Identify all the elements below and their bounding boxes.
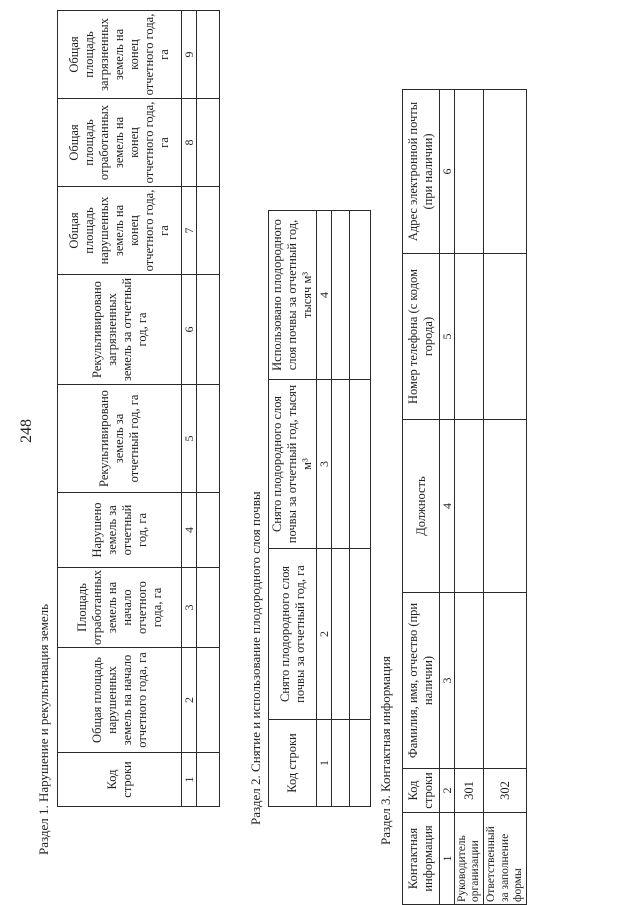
s3-num-4: 4 [440, 420, 455, 593]
s3-row-code: 302 [484, 769, 527, 813]
s1-num-6: 6 [182, 275, 197, 385]
section3-row-responsible [484, 90, 527, 905]
s2-cell[interactable] [350, 549, 371, 720]
s1-num-8: 8 [182, 99, 197, 187]
s2-header-code: Код строки [269, 720, 317, 807]
s1-cell[interactable] [197, 99, 220, 187]
s3-header-fio: Фамилия, имя, отчество (при наличии) [403, 593, 440, 769]
s3-row-code: 301 [455, 769, 484, 813]
s1-cell[interactable] [197, 753, 220, 807]
s2-num-4: 4 [317, 211, 332, 380]
s3-header-contact: Контактная информация [403, 813, 440, 905]
s1-header-col7: Общая площадь нарушенных земель на конец отчетного года, га [58, 187, 182, 275]
s1-header-col3: Площадь отработанных земель на начало отчетного года, га [58, 568, 182, 648]
section2-number-row [317, 211, 332, 807]
s3-cell[interactable] [455, 90, 484, 254]
section2-header-row [269, 211, 317, 807]
s3-cell[interactable] [455, 254, 484, 420]
s2-cell[interactable] [350, 211, 371, 380]
section1-title: Раздел 1. Нарушение и рекультивация земель [36, 603, 51, 855]
s1-num-4: 4 [182, 493, 197, 568]
s2-cell[interactable] [332, 211, 350, 380]
s3-cell[interactable] [455, 420, 484, 593]
s1-num-1: 1 [182, 753, 197, 807]
section2-data-row [350, 211, 371, 807]
section1-header-row [58, 11, 182, 807]
s1-cell[interactable] [197, 648, 220, 753]
s1-header-code: Код строки [58, 753, 182, 807]
s2-header-col2: Снято плодородного слоя почвы за отчетный год, га [269, 549, 317, 720]
s2-num-1: 1 [317, 720, 332, 807]
s1-cell[interactable] [197, 568, 220, 648]
s3-num-6: 6 [440, 90, 455, 254]
s1-header-col2: Общая площадь нарушенных земель на начало отчетного года, га [58, 648, 182, 753]
page-number: 248 [18, 419, 35, 443]
section3-title: Раздел 3. Контактная информация [378, 656, 393, 845]
s3-header-position: Должность [403, 420, 440, 593]
s1-header-col9: Общая площадь загрязненных земель на конец отчетного года, га [58, 11, 182, 99]
s2-cell[interactable] [350, 380, 371, 549]
s1-header-col4: Нарушено земель за отчетный год, га [58, 493, 182, 568]
s1-num-3: 3 [182, 568, 197, 648]
s1-header-col6: Рекультивировано загрязненных земель за отчетный год, га [58, 275, 182, 385]
section3-row-head [455, 90, 484, 905]
section1-number-row [182, 11, 197, 807]
s3-cell[interactable] [455, 593, 484, 769]
s3-num-1: 1 [440, 813, 455, 905]
s1-num-7: 7 [182, 187, 197, 275]
section3-header-row [403, 90, 440, 905]
s3-num-2: 2 [440, 769, 455, 813]
s3-num-3: 3 [440, 593, 455, 769]
section2-table [268, 210, 371, 807]
s1-cell[interactable] [197, 493, 220, 568]
s2-cell[interactable] [332, 380, 350, 549]
s3-cell[interactable] [484, 593, 527, 769]
s3-cell[interactable] [484, 254, 527, 420]
s2-num-3: 3 [317, 380, 332, 549]
s3-cell[interactable] [484, 420, 527, 593]
s1-num-5: 5 [182, 385, 197, 493]
s1-cell[interactable] [197, 11, 220, 99]
s2-header-col4: Использовано плодородного слоя почвы за отчетный год, тысяч м³ [269, 211, 317, 380]
s1-num-9: 9 [182, 11, 197, 99]
s2-header-col3: Снято плодородного слоя почвы за отчетный год, тысяч м³ [269, 380, 317, 549]
s1-header-col5: Рекультивировано земель за отчетный год, га [58, 385, 182, 493]
s1-header-col8: Общая площадь отработанных земель на конец отчетного года, га [58, 99, 182, 187]
s2-cell[interactable] [350, 720, 371, 807]
s2-cell[interactable] [332, 720, 350, 807]
section2-title: Раздел 2. Снятие и использование плодородного слоя почвы [248, 491, 263, 825]
section3-table [402, 89, 527, 905]
s1-cell[interactable] [197, 275, 220, 385]
s3-num-5: 5 [440, 254, 455, 420]
s1-cell[interactable] [197, 187, 220, 275]
s3-row-label: Руководитель организации [455, 813, 484, 905]
section2-data-row [332, 211, 350, 807]
s3-cell[interactable] [484, 90, 527, 254]
s2-num-2: 2 [317, 549, 332, 720]
s2-cell[interactable] [332, 549, 350, 720]
s1-num-2: 2 [182, 648, 197, 753]
s3-header-code: Код строки [403, 769, 440, 813]
s3-header-email: Адрес электронной почты (при наличии) [403, 90, 440, 254]
section3-number-row [440, 90, 455, 905]
s3-header-phone: Номер телефона (с кодом города) [403, 254, 440, 420]
section1-data-row [197, 11, 220, 807]
s3-row-label: Ответственный за заполнение формы [484, 813, 527, 905]
section1-table [57, 10, 220, 807]
s1-cell[interactable] [197, 385, 220, 493]
